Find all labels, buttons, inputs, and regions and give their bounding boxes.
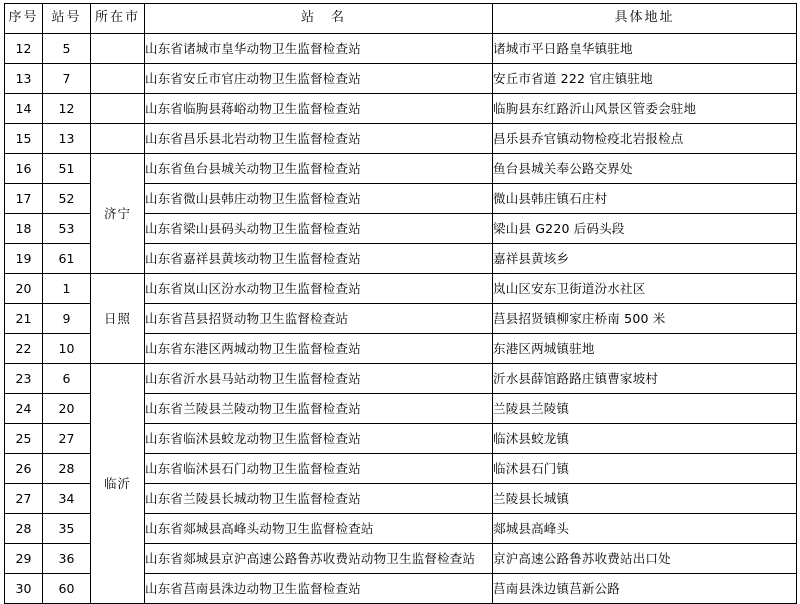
cell-station-number: 52 bbox=[43, 184, 91, 214]
cell-station-name: 山东省诸城市皇华动物卫生监督检查站 bbox=[145, 34, 493, 64]
cell-city bbox=[91, 64, 145, 94]
cell-seq: 14 bbox=[5, 94, 43, 124]
cell-seq: 26 bbox=[5, 454, 43, 484]
cell-seq: 30 bbox=[5, 574, 43, 604]
cell-station-number: 7 bbox=[43, 64, 91, 94]
cell-station-number: 34 bbox=[43, 484, 91, 514]
cell-seq: 21 bbox=[5, 304, 43, 334]
cell-station-name: 山东省安丘市官庄动物卫生监督检查站 bbox=[145, 64, 493, 94]
cell-station-number: 12 bbox=[43, 94, 91, 124]
cell-station-name: 山东省东港区两城动物卫生监督检查站 bbox=[145, 334, 493, 364]
cell-seq: 27 bbox=[5, 484, 43, 514]
cell-address: 梁山县 G220 后码头段 bbox=[493, 214, 797, 244]
cell-seq: 13 bbox=[5, 64, 43, 94]
cell-address: 郯城县高峰头 bbox=[493, 514, 797, 544]
table-header-row bbox=[5, 4, 797, 34]
cell-seq: 24 bbox=[5, 394, 43, 424]
cell-seq: 12 bbox=[5, 34, 43, 64]
cell-address: 东港区两城镇驻地 bbox=[493, 334, 797, 364]
cell-city: 济宁 bbox=[91, 154, 145, 274]
column-header-name: 站 名 bbox=[145, 4, 493, 34]
cell-station-name: 山东省沂水县马站动物卫生监督检查站 bbox=[145, 364, 493, 394]
cell-station-number: 6 bbox=[43, 364, 91, 394]
cell-station-name: 山东省梁山县码头动物卫生监督检查站 bbox=[145, 214, 493, 244]
cell-seq: 15 bbox=[5, 124, 43, 154]
cell-station-number: 36 bbox=[43, 544, 91, 574]
cell-station-number: 27 bbox=[43, 424, 91, 454]
cell-station-name: 山东省兰陵县兰陵动物卫生监督检查站 bbox=[145, 394, 493, 424]
cell-city bbox=[91, 34, 145, 64]
cell-seq: 19 bbox=[5, 244, 43, 274]
cell-station-number: 13 bbox=[43, 124, 91, 154]
cell-station-number: 60 bbox=[43, 574, 91, 604]
cell-address: 兰陵县兰陵镇 bbox=[493, 394, 797, 424]
cell-station-number: 9 bbox=[43, 304, 91, 334]
cell-address: 鱼台县城关奉公路交界处 bbox=[493, 154, 797, 184]
cell-station-number: 51 bbox=[43, 154, 91, 184]
table-row bbox=[5, 64, 797, 94]
cell-station-name: 山东省莒县招贤动物卫生监督检查站 bbox=[145, 304, 493, 334]
cell-address: 兰陵县长城镇 bbox=[493, 484, 797, 514]
table-body bbox=[5, 34, 797, 604]
animal-health-checkpoint-table bbox=[4, 3, 797, 604]
cell-address: 莒南县洙边镇莒新公路 bbox=[493, 574, 797, 604]
cell-address: 临沭县石门镇 bbox=[493, 454, 797, 484]
cell-address: 昌乐县乔官镇动物检疫北岩报检点 bbox=[493, 124, 797, 154]
cell-address: 莒县招贤镇柳家庄桥南 500 米 bbox=[493, 304, 797, 334]
table-row bbox=[5, 274, 797, 304]
cell-seq: 22 bbox=[5, 334, 43, 364]
cell-station-number: 53 bbox=[43, 214, 91, 244]
cell-station-name: 山东省微山县韩庄动物卫生监督检查站 bbox=[145, 184, 493, 214]
table-row bbox=[5, 94, 797, 124]
document-page bbox=[0, 3, 800, 596]
column-header-city: 所在市 bbox=[91, 4, 145, 34]
cell-city: 日照 bbox=[91, 274, 145, 364]
column-header-seq: 序号 bbox=[5, 4, 43, 34]
cell-address: 诸城市平日路皇华镇驻地 bbox=[493, 34, 797, 64]
table-row bbox=[5, 124, 797, 154]
cell-station-number: 28 bbox=[43, 454, 91, 484]
cell-address: 临朐县东红路沂山风景区管委会驻地 bbox=[493, 94, 797, 124]
cell-station-number: 61 bbox=[43, 244, 91, 274]
cell-seq: 16 bbox=[5, 154, 43, 184]
cell-station-name: 山东省郯城县京沪高速公路鲁苏收费站动物卫生监督检查站 bbox=[145, 544, 493, 574]
cell-seq: 20 bbox=[5, 274, 43, 304]
cell-seq: 23 bbox=[5, 364, 43, 394]
cell-station-name: 山东省郯城县高峰头动物卫生监督检查站 bbox=[145, 514, 493, 544]
cell-station-name: 山东省莒南县洙边动物卫生监督检查站 bbox=[145, 574, 493, 604]
table-header bbox=[5, 4, 797, 34]
cell-station-number: 35 bbox=[43, 514, 91, 544]
cell-station-name: 山东省兰陵县长城动物卫生监督检查站 bbox=[145, 484, 493, 514]
cell-station-name: 山东省岚山区汾水动物卫生监督检查站 bbox=[145, 274, 493, 304]
cell-station-name: 山东省临沭县蛟龙动物卫生监督检查站 bbox=[145, 424, 493, 454]
table-row bbox=[5, 34, 797, 64]
column-header-address: 具体地址 bbox=[493, 4, 797, 34]
cell-address: 岚山区安东卫街道汾水社区 bbox=[493, 274, 797, 304]
cell-city bbox=[91, 124, 145, 154]
cell-station-number: 10 bbox=[43, 334, 91, 364]
cell-address: 安丘市省道 222 官庄镇驻地 bbox=[493, 64, 797, 94]
table-row bbox=[5, 364, 797, 394]
cell-station-number: 1 bbox=[43, 274, 91, 304]
cell-station-number: 5 bbox=[43, 34, 91, 64]
cell-city bbox=[91, 94, 145, 124]
cell-address: 嘉祥县黄垓乡 bbox=[493, 244, 797, 274]
cell-seq: 29 bbox=[5, 544, 43, 574]
cell-address: 微山县韩庄镇石庄村 bbox=[493, 184, 797, 214]
cell-station-name: 山东省鱼台县城关动物卫生监督检查站 bbox=[145, 154, 493, 184]
cell-seq: 17 bbox=[5, 184, 43, 214]
cell-seq: 18 bbox=[5, 214, 43, 244]
cell-address: 临沭县蛟龙镇 bbox=[493, 424, 797, 454]
column-header-station: 站号 bbox=[43, 4, 91, 34]
cell-seq: 25 bbox=[5, 424, 43, 454]
cell-seq: 28 bbox=[5, 514, 43, 544]
cell-station-name: 山东省临沭县石门动物卫生监督检查站 bbox=[145, 454, 493, 484]
cell-station-name: 山东省嘉祥县黄垓动物卫生监督检查站 bbox=[145, 244, 493, 274]
table-row bbox=[5, 154, 797, 184]
cell-address: 京沪高速公路鲁苏收费站出口处 bbox=[493, 544, 797, 574]
cell-city: 临沂 bbox=[91, 364, 145, 604]
cell-station-name: 山东省昌乐县北岩动物卫生监督检查站 bbox=[145, 124, 493, 154]
cell-address: 沂水县薛馆路路庄镇曹家坡村 bbox=[493, 364, 797, 394]
cell-station-name: 山东省临朐县蒋峪动物卫生监督检查站 bbox=[145, 94, 493, 124]
cell-station-number: 20 bbox=[43, 394, 91, 424]
